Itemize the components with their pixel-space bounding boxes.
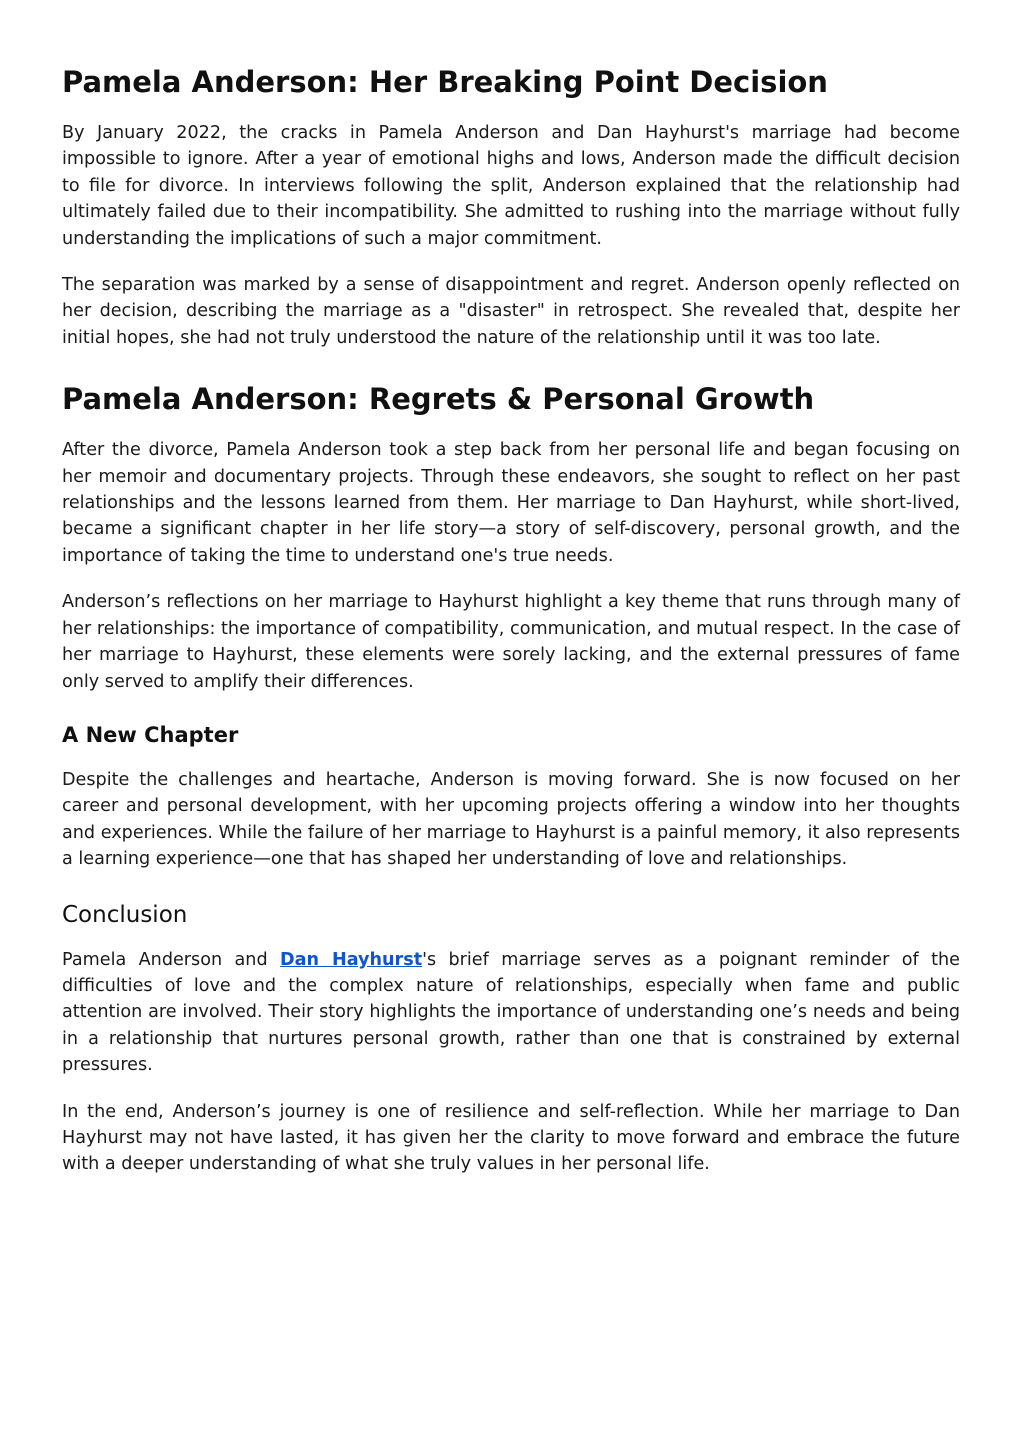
heading-conclusion: Conclusion <box>62 901 188 928</box>
paragraph: Anderson’s reflections on her marriage to Hayhurst highlight a key theme that runs through many of her relationships: the importance of compatibility, communication, and mutual respect. In the case of her marriage to Hayhurst, these elements were sorely lacking, and the external pressures of fame only served to amplify their differences. <box>62 592 960 692</box>
conclusion-text-rest: 's brief marriage serves as a poignant reminder of the difficulties of love and the complex nature of relationships, especially when fame and public attention are involved. Their story highlights the importance of understanding one’s needs and being in a relationship that nurtures personal growth, rather than one that is constrained by external pressures. <box>62 949 960 1076</box>
dan-hayhurst-link[interactable]: Dan Hayhurst <box>280 949 423 970</box>
paragraph: By January 2022, the cracks in Pamela Anderson and Dan Hayhurst's marriage had become impossible to ignore. After a year of emotional highs and lows, Anderson made the difficult decision to file for divorce. In interviews following the split, Anderson explained that the relationship had ultimately failed due to their incompatibility. She admitted to rushing into the marriage without fully understanding the implications of such a major commitment. <box>62 123 960 249</box>
section-heading-breaking-point: Pamela Anderson: Her Breaking Point Decision <box>62 65 828 99</box>
section-heading-regrets-growth: Pamela Anderson: Regrets & Personal Growth <box>62 382 815 417</box>
paragraph: After the divorce, Pamela Anderson took a step back from her personal life and began focusing on her memoir and documentary projects. Through these endeavors, she sought to reflect on her past relationships and the lessons learned from them. Her marriage to Dan Hayhurst, while short-lived, became a significant chapter in her life story—a story of self-discovery, personal growth, and the importance of taking the time to understand one's true needs. <box>62 440 960 566</box>
conclusion-paragraph <box>62 947 960 1079</box>
paragraph: In the end, Anderson’s journey is one of resilience and self-reflection. While her marriage to Dan Hayhurst may not have lasted, it has given her the clarity to move forward and embrace the future with a deeper understanding of what she truly values in her personal life. <box>62 1101 960 1175</box>
paragraph: Despite the challenges and heartache, Anderson is moving forward. She is now focused on her career and personal development, with her upcoming projects offering a window into her thoughts and experiences. While the failure of her marriage to Hayhurst is a painful memory, it also represents a learning experience—one that has shaped her understanding of love and relationships. <box>62 769 960 870</box>
conclusion-text-start: Pamela Anderson and <box>62 949 281 970</box>
subheading-new-chapter: A New Chapter <box>62 722 239 747</box>
paragraph: The separation was marked by a sense of disappointment and regret. Anderson openly reflected on her decision, describing the marriage as a "disaster" in retrospect. She revealed that, despite her initial hopes, she had not truly understood the nature of the relationship until it was too late. <box>62 275 960 348</box>
